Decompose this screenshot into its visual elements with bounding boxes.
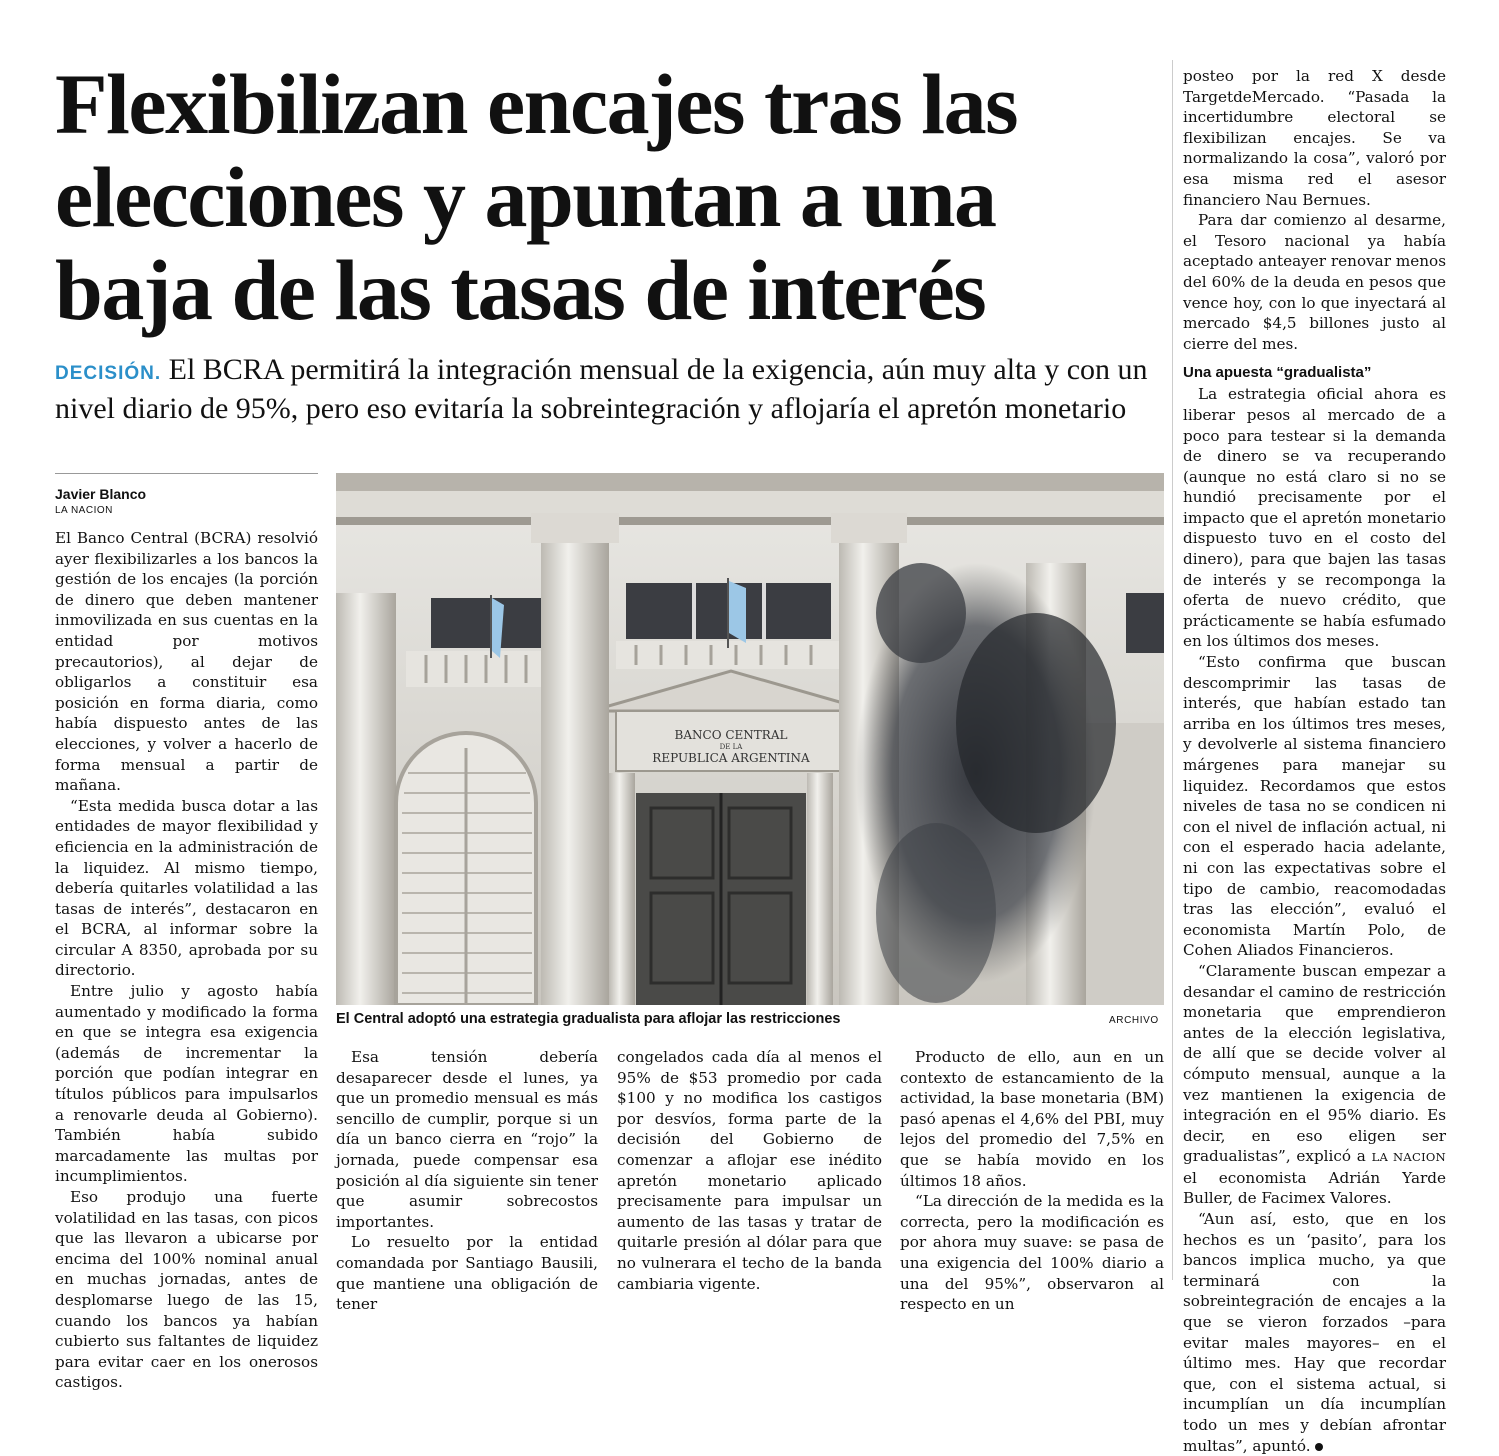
deck [55,352,1165,426]
paragraph: “La dirección de la medida es la correcta, pero la modificación es por ahora muy suave: se pasa de una exigencia del 100% diario a una del 95%”, observaron al respecto en un [900,1192,1164,1314]
article-column-2 [336,1047,598,1315]
headline: Flexibilizan encajes tras las elecciones y apuntan a una baja de las tasas de interés [55,56,1018,338]
article-column-1 [55,528,318,1393]
photo-caption: El Central adoptó una estrategia gradualista para aflojar las restricciones [336,1011,841,1027]
outlet-name: LA NACION [1371,1150,1447,1165]
paragraph: “Esta medida busca dotar a las entidades de mayor flexibilidad y eficiencia en la administración de la liquidez. Al mismo tiempo, debería quitarles volatilidad a las tasas de interés”, destacaron en el BCRA, al informar sobre la circular A 8350, aprobada por su directorio. [55,796,318,980]
article-column-3 [617,1047,882,1294]
sign-line-2: DE LA [719,743,743,751]
paragraph: “Esto confirma que buscan descomprimir las tasas de interés, que habían estado tan arriba en los últimos tres meses, y devolverle al sistema financiero márgenes para manejar su liquidez. Recordamos que estos niveles de tasa no se condicen ni con el nivel de inflación actual, ni con el esperado hacia adelante, ni con las expectativas sobre el tipo de cambio, reacomodadas tras las elección”, evaluó el economista Martín Polo, de Cohen Aliados Financieros. [1183,653,1446,960]
paragraph: Esa tensión debería desaparecer desde el lunes, ya que un promedio mensual es más sencillo de cumplir, porque si un día un banco cierra en “rojo” la jornada, puede compensar esa posición al día siguiente sin tener que asumir sobrecostos importantes. [336,1048,598,1231]
paragraph: Eso produjo una fuerte volatilidad en las tasas, con picos que las llevaron a ubicarse por encima del 100% nominal anual en muchas jornadas, antes de desplomarse luego de las 15, cuando los bancos ya habían cubierto sus faltantes de liquidez para evitar caer en los onerosos castigos. [55,1188,318,1392]
column-divider [1172,60,1173,1280]
paragraph: La estrategia oficial ahora es liberar pesos al mercado de a poco para testear si la demanda de dinero se va recuperando (aunque no está claro si no se hundió precisamente por el impacto que el apretón monetario dispuesto tuvo en el costo del dinero), para que bajen las tasas de interés y se recomponga la oferta de nuevo crédito, que prácticamente se había esfumado en los últimos dos meses. [1183,385,1446,651]
paragraph: Producto de ello, aun en un contexto de estancamiento de la actividad, la base monetaria (BM) pasó apenas el 4,6% del PBI, muy lejos del promedio del 7,5% en que se había movido en los últimos 18 años. [900,1048,1164,1190]
byline-author: Javier Blanco [55,486,147,502]
paragraph-text: “Aun así, esto, que en los hechos es un ‘pasito’, para los bancos implica mucho, ya que terminará con la sobreintegración de encajes a la que se vieron forzados –para evitar males mayores– en el último mes. Hay que recordar que, con el sistema actual, si incumplían un día incumplían todo un mes y debían afrontar multas”, apuntó. [1183,1210,1446,1455]
photo-credit: ARCHIVO [1109,1015,1159,1026]
paragraph [1183,961,1446,1209]
paragraph-text: el economista Adrián Yarde Buller, de Facimex Valores. [1183,1168,1446,1208]
byline-rule [55,473,318,474]
paragraph: Para dar comienzo al desarme, el Tesoro nacional ya había aceptado anteayer renovar menos del 60% de la deuda en pesos que vence hoy, con lo que inyectará al mercado $4,5 billones justo al cierre del mes. [1183,211,1446,353]
paragraph: Entre julio y agosto había aumentado y modificado la forma en que se integra esa exigencia (además de incrementar la porción que podían integrar en títulos públicos para impulsarlos a renovarle deuda al Gobierno). También había subido marcadamente las multas por incumplimientos. [55,982,318,1186]
sign-line-3: REPUBLICA ARGENTINA [652,751,810,765]
article-column-4 [900,1047,1164,1315]
subheading: Una apuesta “gradualista” [1183,364,1372,382]
byline-outlet: LA NACION [55,505,113,516]
paragraph-text: “Claramente buscan empezar a desandar el camino de restricción monetaria que emprendieron antes de la elección legislativa, de allí que se decide volver al cómputo mensual, aunque a la vez mantienen la exigencia de integración en el 95% diario. Es decir, en eso eligen ser gradualistas”, explicó a [1183,961,1446,1166]
bank-building-photo [336,473,1164,1005]
article-photo [336,473,1164,1005]
deck-text: El BCRA permitirá la integración mensual de la exigencia, aún muy alta y con un nivel diario de 95%, pero eso evitaría la sobreintegración y aflojaría el apretón monetario [55,353,1148,425]
paragraph: posteo por la red X desde TargetdeMercado. “Pasada la incertidumbre electoral se flexibilizan encajes. Se va normalizando la cosa”, valoró por esa misma red el asesor financiero Nau Bernues. [1183,67,1446,209]
deck-kicker: DECISIÓN. [55,363,162,384]
paragraph: Lo resuelto por la entidad comandada por Santiago Bausili, que mantiene una obligación de tener [336,1233,598,1314]
paragraph: congelados cada día al menos el 95% de $53 promedio por cada $100 y no modifica los castigos por desvíos, forma parte de la decisión del Gobierno de comenzar a aflojar ese inédito apretón monetario aplicado precisamente para impulsar un aumento de las tasas y tratar de quitarle presión al dólar para que no vulnerara el techo de la banda cambiaria vigente. [617,1048,882,1293]
paragraph: El Banco Central (BCRA) resolvió ayer flexibilizarles a los bancos la gestión de los encajes (la porción de dinero que deben mantener inmovilizada en sus cuentas en la entidad por motivos precautorios), al dejar de obligarlos a constituir esa posición en forma diaria, como había dispuesto antes de las elecciones, y volver a hacerlo de forma mensual a partir de mañana. [55,529,318,795]
end-mark-icon [1315,1443,1323,1451]
sign-line-1: BANCO CENTRAL [674,728,788,742]
paragraph [1183,1209,1446,1456]
article-column-5 [1183,66,1446,1456]
